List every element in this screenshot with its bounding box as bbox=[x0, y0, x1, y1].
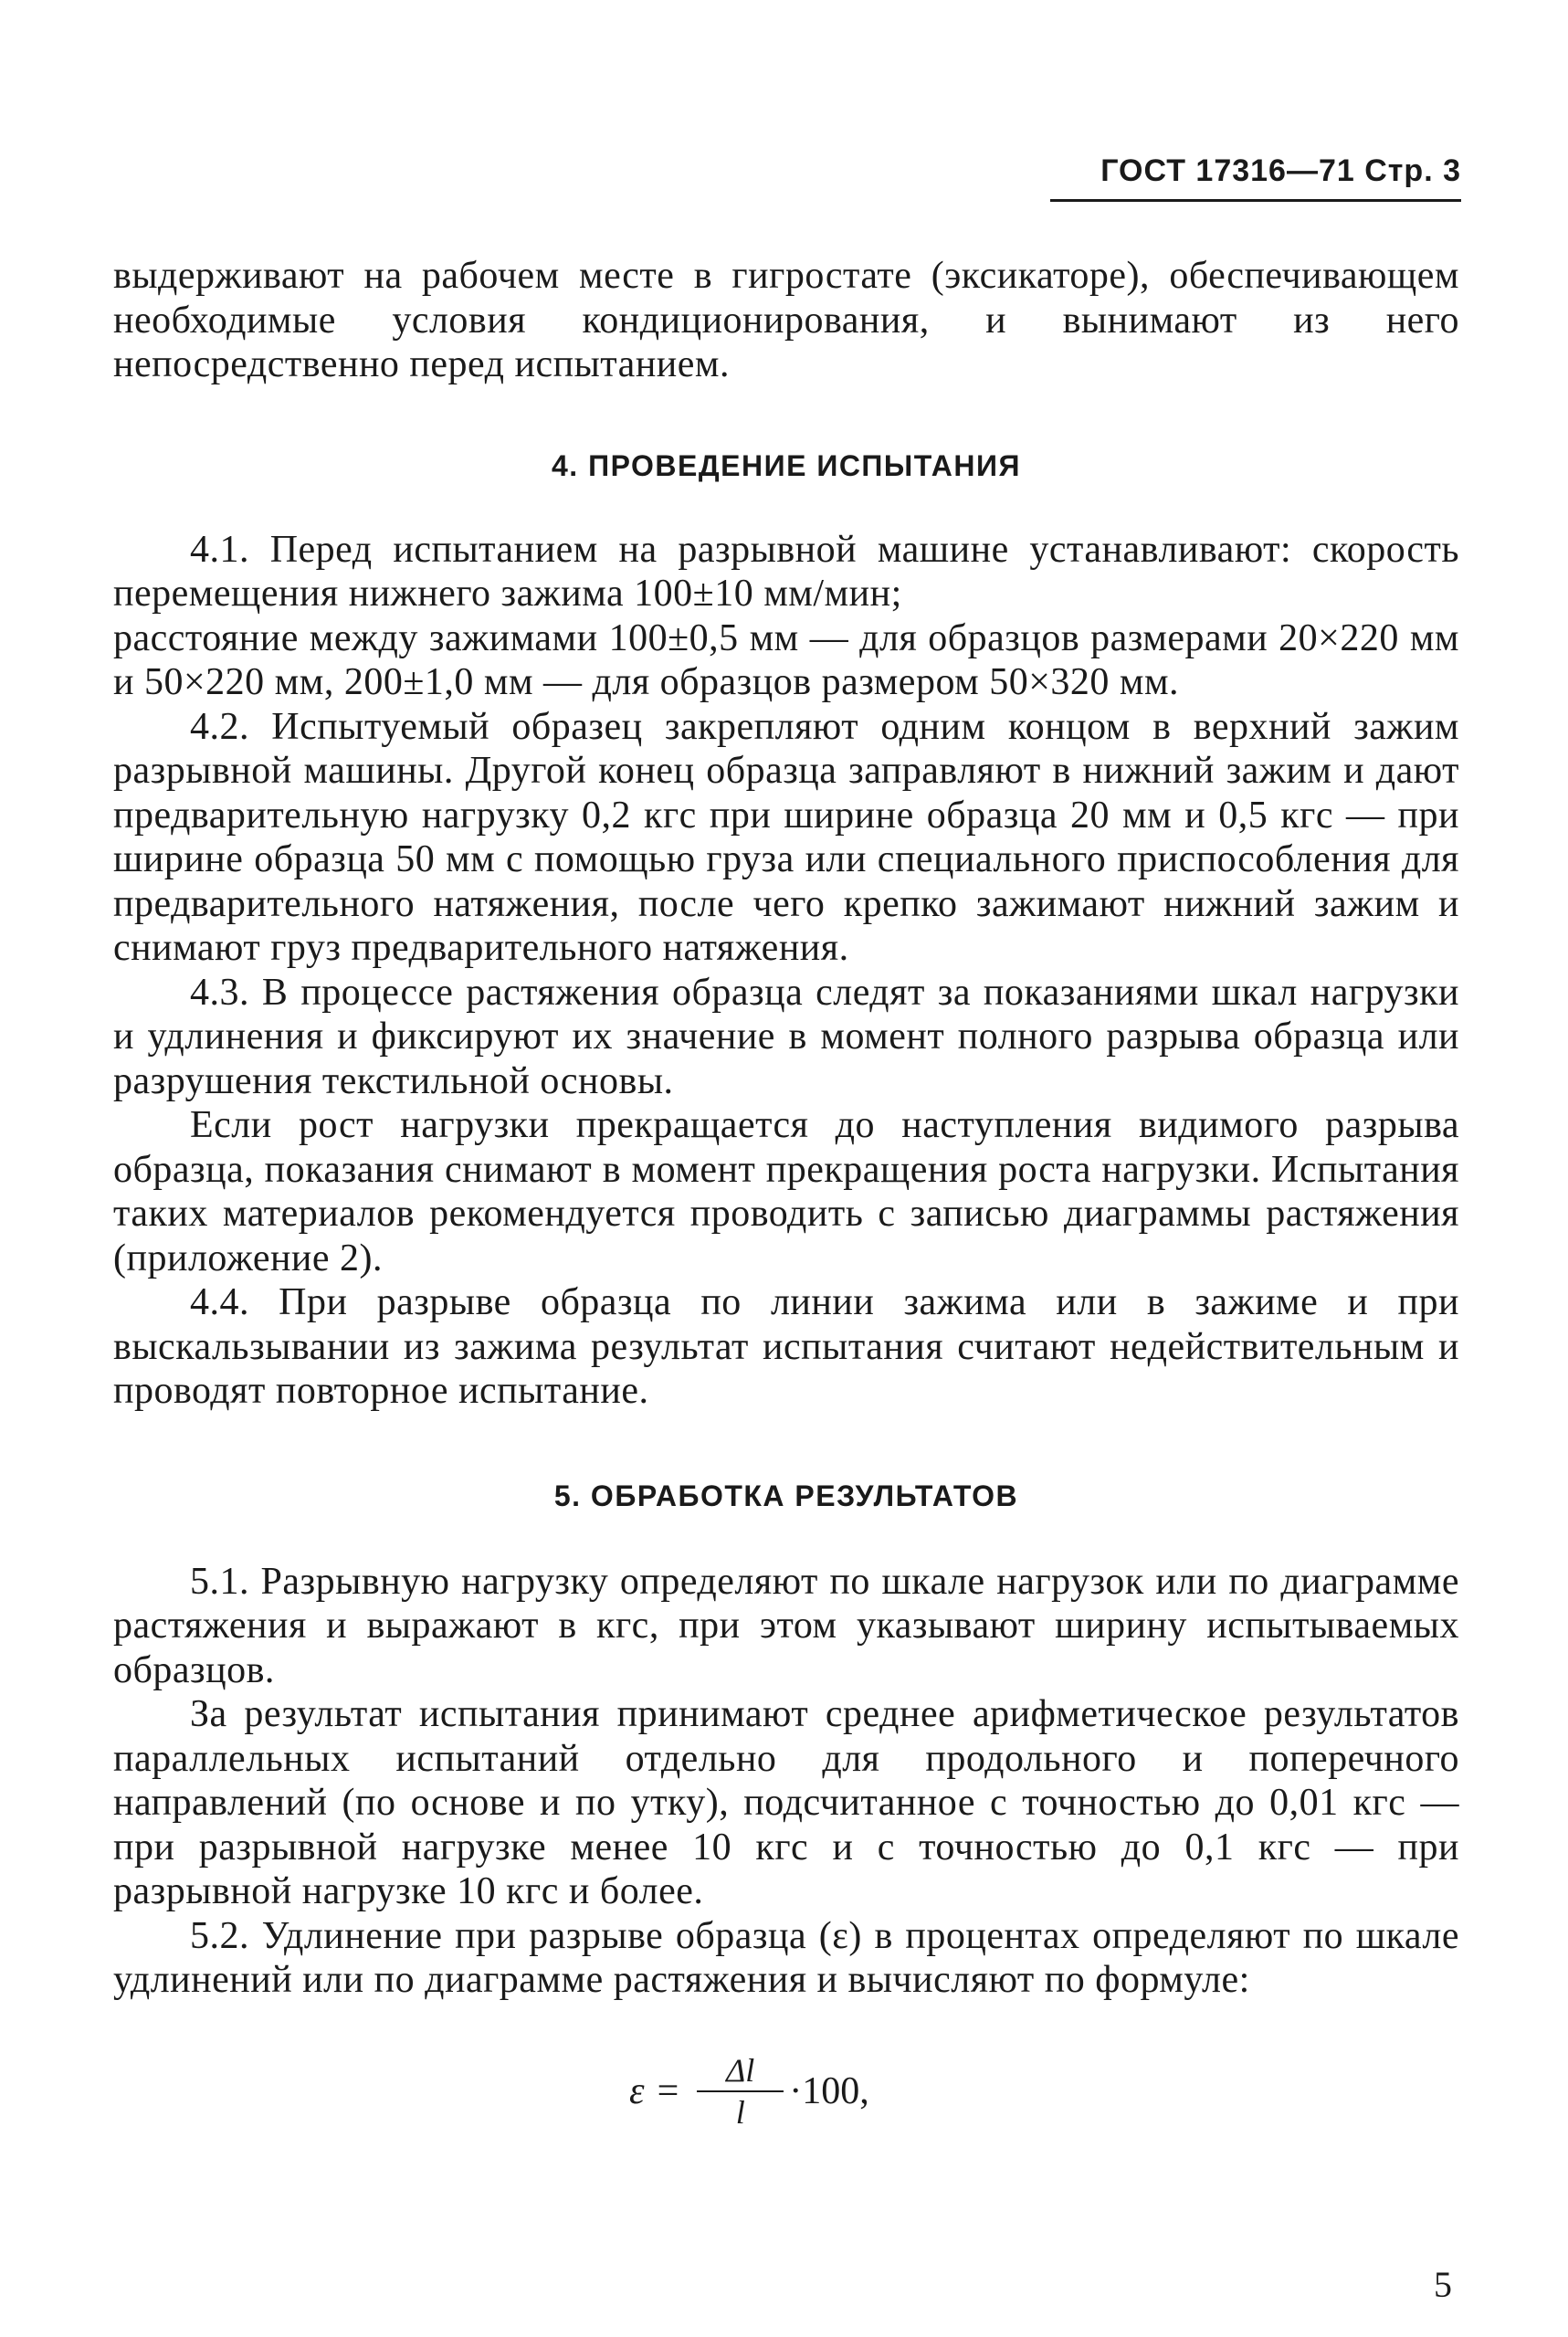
formula-lhs: ε bbox=[629, 2069, 645, 2112]
formula-denominator: l bbox=[735, 2093, 745, 2131]
clause-4-1: 4.1. Перед испытанием на разрывной машине устанавливают: скорость перемещения нижнего зажима 100±10 мм/мин; bbox=[113, 528, 1459, 615]
clause-4-2: 4.2. Испытуемый образец закрепляют одним концом в верхний зажим разрывной машины. Другой конец образца заправляют в нижний зажим и дают предварительную нагрузку 0,2 кгс при ширине образца 20 мм и 0,5 кгс — при ширине образца 50 мм с помощью груза или специального приспособления для предварительного натяжения, после чего крепко зажимают нижний зажим и снимают груз предварительного натяжения. bbox=[113, 705, 1459, 969]
formula-equals: = bbox=[657, 2069, 679, 2112]
elongation-formula bbox=[629, 2052, 1459, 2131]
clause-4-4: 4.4. При разрыве образца по линии зажима или в зажиме и при выскальзывании из зажима результат испытания считают недействительным и проводят повторное испытание. bbox=[113, 1281, 1459, 1412]
clause-4-1-continued: расстояние между зажимами 100±0,5 мм — для образцов размерами 20×220 мм и 50×220 мм, 200±1,0 мм — для образцов размером 50×320 мм. bbox=[113, 616, 1459, 703]
page-body bbox=[113, 254, 1459, 2131]
section-5-heading: 5. ОБРАБОТКА РЕЗУЛЬТАТОВ bbox=[553, 1479, 1019, 1512]
clause-4-3-continued: Если рост нагрузки прекращается до наступления видимого разрыва образца, показания снимают в момент прекращения роста нагрузки. Испытания таких материалов рекомендуется проводить с записью диаграммы растяжения (приложение 2). bbox=[113, 1104, 1459, 1279]
intro-paragraph: выдерживают на рабочем месте в гигростате (эксикаторе), обеспечивающем необходимые условия кондиционирования, и вынимают из него непосредственно перед испытанием. bbox=[113, 255, 1459, 385]
formula-tail: ·100, bbox=[789, 2069, 869, 2112]
header-rule bbox=[1050, 199, 1461, 202]
formula-fraction bbox=[697, 2052, 784, 2131]
fraction-bar bbox=[697, 2090, 784, 2092]
formula-numerator: Δl bbox=[726, 2051, 755, 2089]
clause-5-1-continued: За результат испытания принимают среднее арифметическое результатов параллельных испытаний отдельно для продольного и поперечного направлений (по основе и по утку), подсчитанное с точностью до 0,01 кгс — при разрывной нагрузке менее 10 кгс и с точностью до 0,1 кгс — при разрывной нагрузке 10 кгс и более. bbox=[113, 1693, 1459, 1912]
clause-5-1: 5.1. Разрывную нагрузку определяют по шкале нагрузок или по диаграмме растяжения и выражают в кгс, при этом указывают ширину испытываемых образцов. bbox=[113, 1560, 1459, 1691]
section-4-heading: 4. ПРОВЕДЕНИЕ ИСПЫТАНИЯ bbox=[551, 448, 1021, 482]
page-number: 5 bbox=[1434, 2264, 1452, 2305]
clause-4-3: 4.3. В процессе растяжения образца следят за показаниями шкал нагрузки и удлинения и фиксируют их значение в момент полного разрыва образца или разрушения текстильной основы. bbox=[113, 971, 1459, 1102]
clause-5-2: 5.2. Удлинение при разрыве образца (ε) в процентах определяют по шкале удлинений или по диаграмме растяжения и вычисляют по формуле: bbox=[113, 1914, 1459, 2001]
running-header: ГОСТ 17316—71 Стр. 3 bbox=[1100, 153, 1461, 188]
